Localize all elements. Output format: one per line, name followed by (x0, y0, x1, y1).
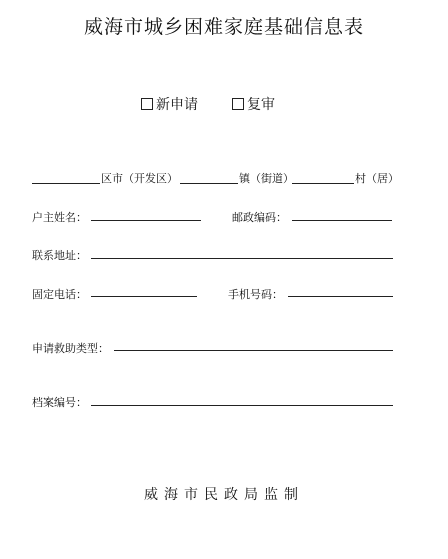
mobile-field[interactable] (288, 296, 393, 297)
householder-label: 户主姓名： (32, 211, 87, 224)
address-label: 联系地址： (32, 249, 87, 262)
district-label: 区市（开发区） (101, 172, 178, 185)
aid-type-field[interactable] (114, 350, 393, 351)
new-label: 新申请 (156, 97, 198, 113)
phone-label: 固定电话： (32, 288, 87, 301)
town-label: 镇（街道） (239, 172, 294, 185)
option-new[interactable] (141, 94, 198, 114)
file-no-label: 档案编号： (32, 396, 87, 409)
postcode-field[interactable] (292, 220, 392, 221)
new-checkbox[interactable] (141, 98, 153, 110)
file-no-field[interactable] (91, 405, 393, 406)
village-field[interactable] (292, 183, 354, 184)
address-field[interactable] (91, 258, 393, 259)
village-label: 村（居） (355, 172, 399, 185)
review-label: 复审 (247, 97, 275, 113)
aid-type-label: 申请救助类型： (32, 342, 109, 355)
option-review[interactable] (232, 94, 275, 114)
form-title: 威海市城乡困难家庭基础信息表 (83, 16, 364, 38)
footer-issuer: 威海市民政局监制 (144, 487, 304, 503)
phone-field[interactable] (91, 296, 197, 297)
town-field[interactable] (180, 183, 238, 184)
householder-field[interactable] (91, 220, 201, 221)
mobile-label: 手机号码： (228, 288, 283, 301)
district-field[interactable] (32, 183, 100, 184)
postcode-label: 邮政编码： (232, 211, 287, 224)
review-checkbox[interactable] (232, 98, 244, 110)
